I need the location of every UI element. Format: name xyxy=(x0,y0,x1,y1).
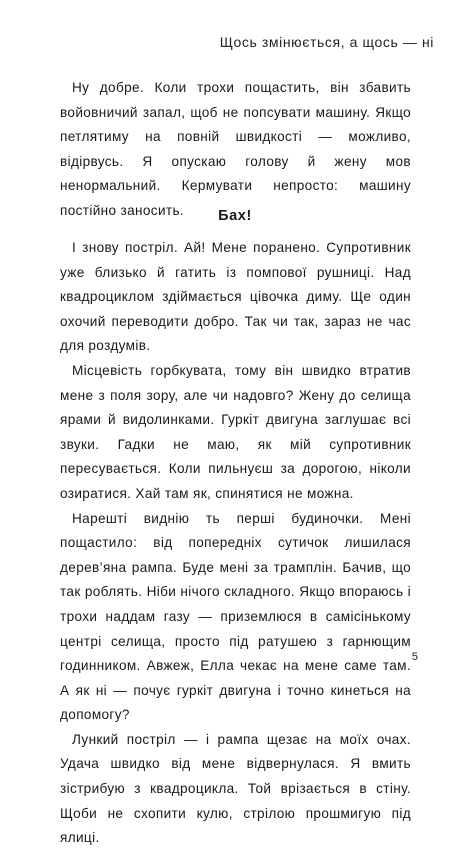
paragraph: Ну добре. Коли трохи пощастить, він збавить войовничий запал, щоб не попсувати машину. Якщо петлятиму на повній швидкості — можливо, відірвусь. Я опускаю голову й жену мов ненормальний. Кермувати непросто: машину постійно заносить. xyxy=(60,80,411,218)
paragraph: І знову постріл. Ай! Мене поранено. Супротивник уже близько й гатить із помпової рушниці. Над квадроциклом здіймається цівочка диму. Ще один охочий переводити добро. Так чи так, зараз не час для роздумів. xyxy=(60,240,411,354)
paragraph: Лункий постріл — і рампа щезає на моїх очах. Удача швидко від мене відвернулася. Я вмить зістрибую з квадроцикла. Той врізається в стіну. Щоби не схопити кулю, стрілою прошмигую під ялиці. xyxy=(60,731,411,846)
intro-text xyxy=(60,76,411,224)
paragraph: Нарешті виднію ть перші будиночки. Мені пощастило: від попередніх сутичок лишилася дерев’яна рампа. Буде мені за трамплін. Бачив, що так роблять. Ніби нічого складного. Якщо впораюсь і трохи наддам газу — приземлюся в самісінькому центрі селища, просто під ратушею з гарнющим годинником. Авжеж, Елла чекає на мене саме там. А як ні — почує гуркіт двигуна і точно кинеться на допомогу? xyxy=(60,510,411,723)
body-text xyxy=(60,236,411,851)
paragraph: Місцевість горбкувата, тому він швидко втратив мене з поля зору, але чи надовго? Жену до селища ярами й видолинками. Гуркіт двигуна заглушає всі звуки. Гадки не маю, як мій супротивник пересувається. Коли пильнуєш за дорогою, ніколи озиратися. Хай там як, спинятися не можна. xyxy=(60,362,411,501)
page-number: 5 xyxy=(411,651,418,663)
running-header: Щось змінюється, а щось — ні xyxy=(219,34,434,50)
section-heading: Бах! xyxy=(218,208,252,224)
